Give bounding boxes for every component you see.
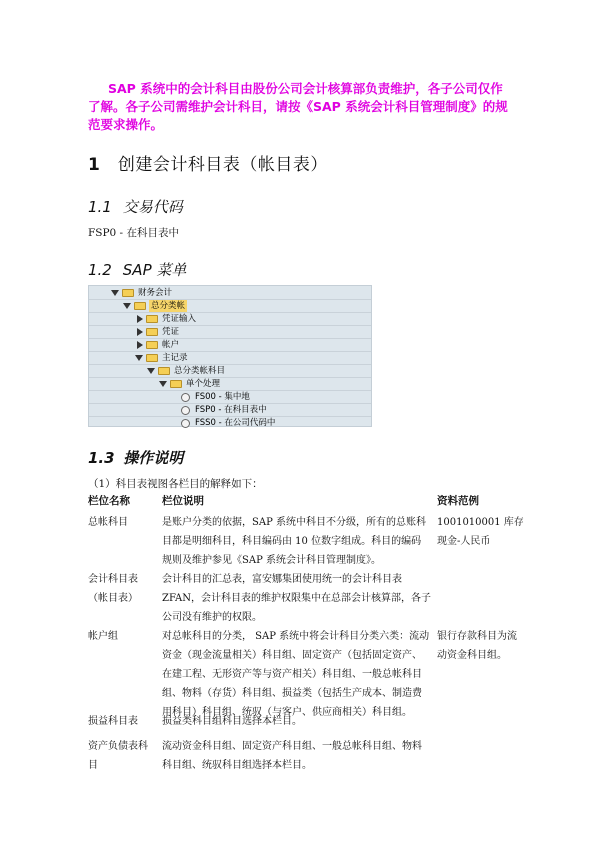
transaction-code: FSP0 - 在科目表中 [88,227,179,239]
expand-arrow-icon[interactable] [135,355,143,361]
tree-node-label[interactable]: 凭证输入 [162,314,197,324]
section-number: 1.3 [88,449,115,467]
desc-line: ZFAN，会计科目表的维护权限集中在总部会计核算部，各子 [162,593,431,604]
table-row [88,513,128,532]
intro-paragraph: SAP 系统中的会计科目由股份公司会计核算部负责维护，各子公司仅作了解。各子公司需维护会计科目，请按《SAP 系统会计科目管理制度》的规范要求操作。 [88,81,508,132]
section-title: SAP 菜单 [122,261,187,279]
section-number: 1.1 [88,198,112,216]
section-number: 1 [88,155,101,175]
section-title: 操作说明 [123,449,184,467]
cell-name: 目 [88,760,98,771]
folder-icon [170,380,182,388]
tree-node[interactable] [89,313,371,326]
example-line: 银行存款科目为流 [437,631,517,642]
folder-icon [146,341,158,349]
tree-node[interactable] [89,339,371,352]
section-1-1-heading [88,196,183,217]
folder-icon [122,289,134,297]
example-line: 动资金科目组。 [437,650,507,661]
table-row [88,570,138,608]
tree-node-label[interactable]: FSP0 - 在科目表中 [195,405,267,415]
collapse-arrow-icon[interactable] [137,315,143,323]
desc-line: 会计科目的汇总表，富安娜集团使用统一的会计科目表 [162,574,402,585]
tree-node-label[interactable]: 凭证 [162,327,180,337]
cell-name: 会计科目表 [88,574,138,585]
tree-node-label[interactable]: FSS0 - 在公司代码中 [195,418,276,428]
transaction-icon [181,406,190,415]
tree-node-label[interactable]: 单个处理 [186,379,221,389]
tree-node-label[interactable]: FS00 - 集中地 [195,392,250,402]
desc-line: 规则及维护参见《SAP 系统会计科目管理制度》。 [162,555,381,566]
folder-icon [146,328,158,336]
tree-node[interactable] [89,326,371,339]
expand-arrow-icon[interactable] [159,381,167,387]
tree-node[interactable] [89,378,371,391]
folder-icon [158,367,170,375]
transaction-icon [181,419,190,428]
table-intro: （1）科目表视图各栏目的解释如下： [88,478,263,490]
example-line: 现金-人民币 [437,536,491,547]
table-header-name: 栏位名称 [88,495,130,507]
collapse-arrow-icon[interactable] [137,341,143,349]
section-title: 交易代码 [122,198,183,216]
desc-line: 目都是明细科目，科目编码由 10 位数字组成。科目的编码 [162,536,422,547]
folder-icon [146,315,158,323]
tree-node-label[interactable]: 总分类帐科目 [174,366,226,376]
tree-node-label[interactable]: 主记录 [162,353,188,363]
cell-example [437,513,524,551]
cell-name: （帐目表） [88,593,138,604]
section-1-3-heading [88,447,183,468]
section-1-2-heading [88,259,186,280]
desc-line: 损益类科目组科目选择本栏目。 [162,716,302,727]
expand-arrow-icon[interactable] [123,303,131,309]
desc-line: 组、物料（存货）科目组、损益类（包括生产成本、制造费 [162,688,422,699]
section-title: 创建会计科目表（帐目表） [117,155,328,175]
expand-arrow-icon[interactable] [147,368,155,374]
tree-node[interactable] [89,352,371,365]
table-row [88,737,148,775]
desc-line: 流动资金科目组、固定资产科目组、一般总帐科目组、物料 [162,741,422,752]
table-row [88,712,138,731]
cell-desc [162,513,426,570]
sap-menu-tree [88,285,372,427]
tree-node[interactable] [89,300,371,313]
cell-example [437,627,517,665]
tree-node[interactable] [89,391,371,404]
folder-icon [134,302,146,310]
tree-node[interactable] [89,287,371,300]
cell-name: 帐户组 [88,631,118,642]
cell-desc [162,712,302,731]
section-1-heading [88,150,328,175]
collapse-arrow-icon[interactable] [137,328,143,336]
cell-desc [162,737,422,775]
folder-icon [146,354,158,362]
cell-desc [162,627,429,722]
cell-name: 损益科目表 [88,716,138,727]
example-line: 1001010001 库存 [437,517,524,528]
section-number: 1.2 [88,261,112,279]
tree-node-label[interactable]: 帐户 [162,340,180,350]
tree-node-label[interactable]: 财务会计 [138,288,173,298]
desc-line: 资金（现金流量相关）科目组、固定资产（包括固定资产、 [162,650,422,661]
table-row [88,627,118,646]
table-header-example: 资料范例 [437,495,479,507]
desc-line: 科目组、统驭科目组选择本栏目。 [162,760,312,771]
desc-line: 用科目）科目组、统驭（与客户、供应商相关）科目组。 [162,707,412,718]
desc-line: 在建工程、无形资产等与资产相关）科目组、一般总帐科目 [162,669,422,680]
tree-node-label-selected[interactable]: 总分类帐 [151,301,186,311]
cell-desc [162,570,431,627]
tree-node[interactable] [89,417,371,429]
expand-arrow-icon[interactable] [111,290,119,296]
transaction-icon [181,393,190,402]
desc-line: 对总帐科目的分类， SAP 系统中将会计科目分类六类：流动 [162,631,430,642]
cell-name: 资产负债表科 [88,741,148,752]
tree-node[interactable] [89,404,371,417]
desc-line: 是账户分类的依据，SAP 系统中科目不分级，所有的总账科 [162,517,426,528]
tree-node[interactable] [89,365,371,378]
table-header-desc: 栏位说明 [162,495,204,507]
cell-name: 总帐科目 [88,517,128,528]
desc-line: 公司没有维护的权限。 [162,612,262,623]
